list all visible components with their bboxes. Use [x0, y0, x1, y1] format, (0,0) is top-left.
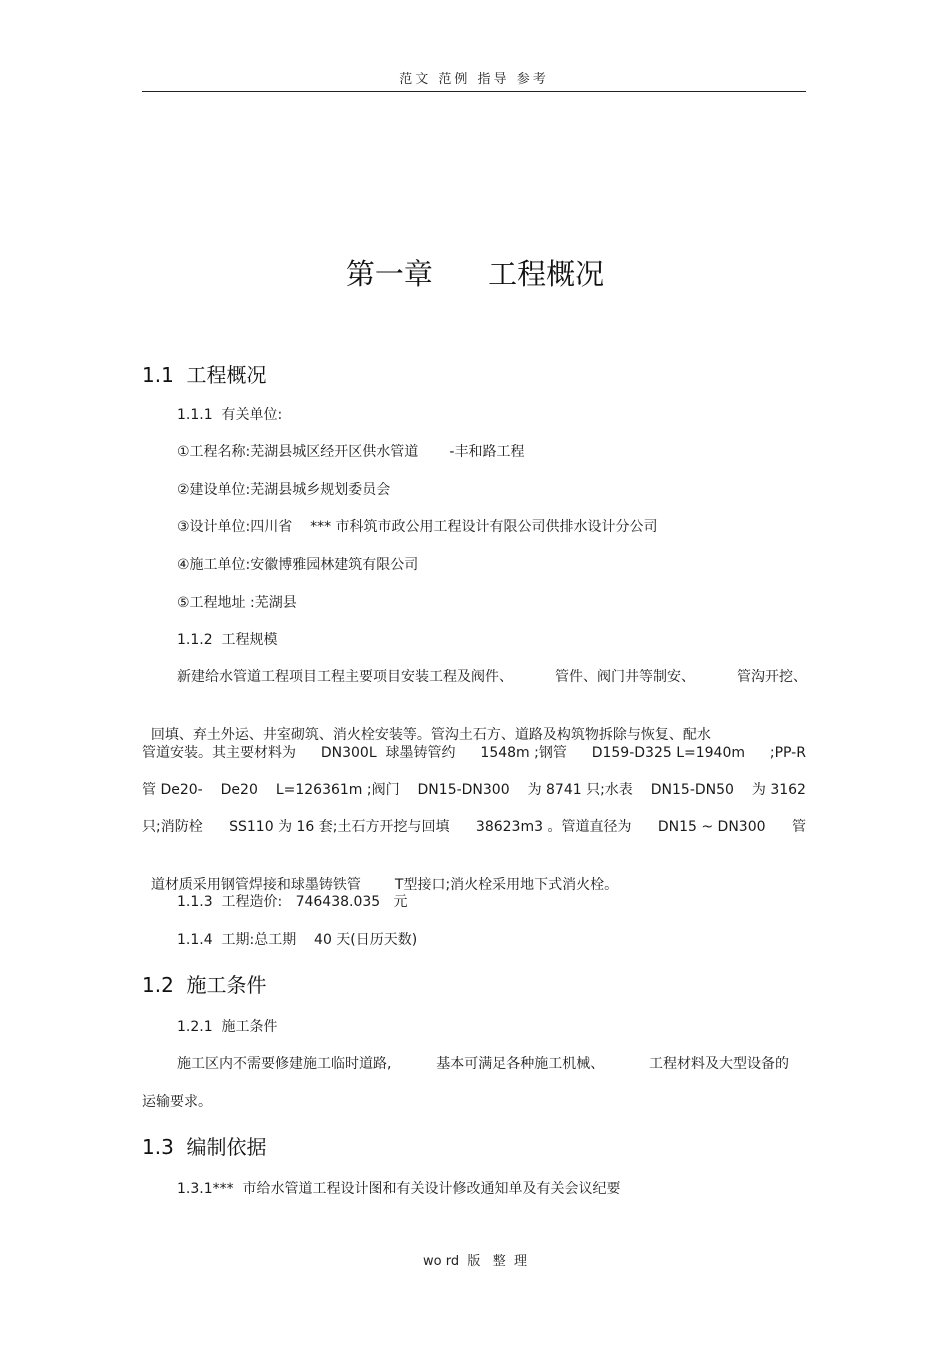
text-segment: 施工区内不需要修建施工临时道路, [177, 1056, 392, 1072]
text-segment: D159-D325 L=1940m [591, 745, 746, 761]
unit-item: ②建设单位:芜湖县城乡规划委员会 [177, 482, 391, 498]
text-segment: 管件、阀门井等制安、 [555, 669, 695, 685]
text-segment: DN300L 球墨铸管约 [320, 745, 456, 761]
text-segment: 管 [791, 819, 806, 835]
section-heading-1-2: 1.2 施工条件 [142, 973, 267, 997]
subsection-1-1-2: 1.1.2 工程规模 [177, 632, 278, 648]
text-segment: DN15 ~ DN300 [657, 819, 766, 835]
text-segment: DN15-DN300 [417, 782, 510, 798]
subsection-1-1-1: 1.1.1 有关单位: [177, 407, 283, 423]
unit-item: ⑤工程地址 :芜湖县 [177, 595, 297, 611]
header-divider [142, 91, 806, 92]
text-segment: SS110 为 16 套;土石方开挖与回填 [229, 819, 450, 835]
text-segment: 道材质采用钢管焊接和球墨铸铁管 [150, 877, 361, 893]
text-segment: 管 De20- [142, 782, 203, 798]
text-segment: ;PP-R [769, 745, 806, 761]
paragraph-line [142, 817, 806, 837]
unit-item: ③设计单位:四川省 *** 市科筑市政公用工程设计有限公司供排水设计分公司 [177, 519, 658, 535]
section-heading-1-1: 1.1 工程概况 [142, 363, 267, 387]
text-segment: 管道安装。其主要材料为 [142, 745, 296, 761]
text-segment: 基本可满足各种施工机械、 [436, 1056, 605, 1072]
subsection-1-3-1: 1.3.1*** 市给水管道工程设计图和有关设计修改通知单及有关会议纪要 [177, 1181, 621, 1197]
text-segment: 只;消防栓 [142, 819, 203, 835]
section-heading-1-3: 1.3 编制依据 [142, 1135, 267, 1159]
paragraph-line [142, 780, 806, 800]
paragraph-line: 运输要求。 [142, 1094, 212, 1110]
text-segment: L=126361m ;阀门 [275, 782, 400, 798]
paragraph-line [177, 1054, 789, 1074]
text-segment: 1548m ;钢管 [480, 745, 567, 761]
subsection-1-1-4: 1.1.4 工期:总工期 40 天(日历天数) [177, 932, 418, 948]
text-segment: DN15-DN50 [650, 782, 734, 798]
text-segment: 为 3162 [751, 782, 806, 798]
paragraph-line [142, 743, 806, 763]
text-segment: T型接口;消火栓采用地下式消火栓。 [394, 877, 619, 893]
paragraph-line [177, 667, 807, 687]
text-segment: 新建给水管道工程项目工程主要项目安装工程及阀件、 [177, 669, 513, 685]
text-segment: De20 [220, 782, 258, 798]
paragraph-line [142, 855, 618, 895]
subsection-1-1-3: 1.1.3 工程造价: 746438.035 元 [177, 894, 408, 910]
text-segment: 管沟开挖、 [737, 669, 807, 685]
page-footer: wo rd 版 整 理 [422, 1254, 527, 1269]
text-segment: 为 8741 只;水表 [527, 782, 633, 798]
text-segment: 回填、弃土外运、井室砌筑、消火栓安装等。管沟土石方、道路及构筑物拆除与恢复、配水 [150, 727, 711, 743]
text-segment: 工程材料及大型设备的 [648, 1056, 789, 1072]
chapter-title: 第一章 工程概况 [345, 257, 605, 291]
text-segment: 38623m3 。管道直径为 [475, 819, 632, 835]
paragraph-line [142, 705, 711, 745]
subsection-1-2-1: 1.2.1 施工条件 [177, 1019, 278, 1035]
unit-item: ①工程名称:芜湖县城区经开区供水管道 -丰和路工程 [177, 444, 525, 460]
unit-item: ④施工单位:安徽博雅园林建筑有限公司 [177, 557, 419, 573]
page-header: 范文 范例 指导 参考 [399, 72, 549, 87]
